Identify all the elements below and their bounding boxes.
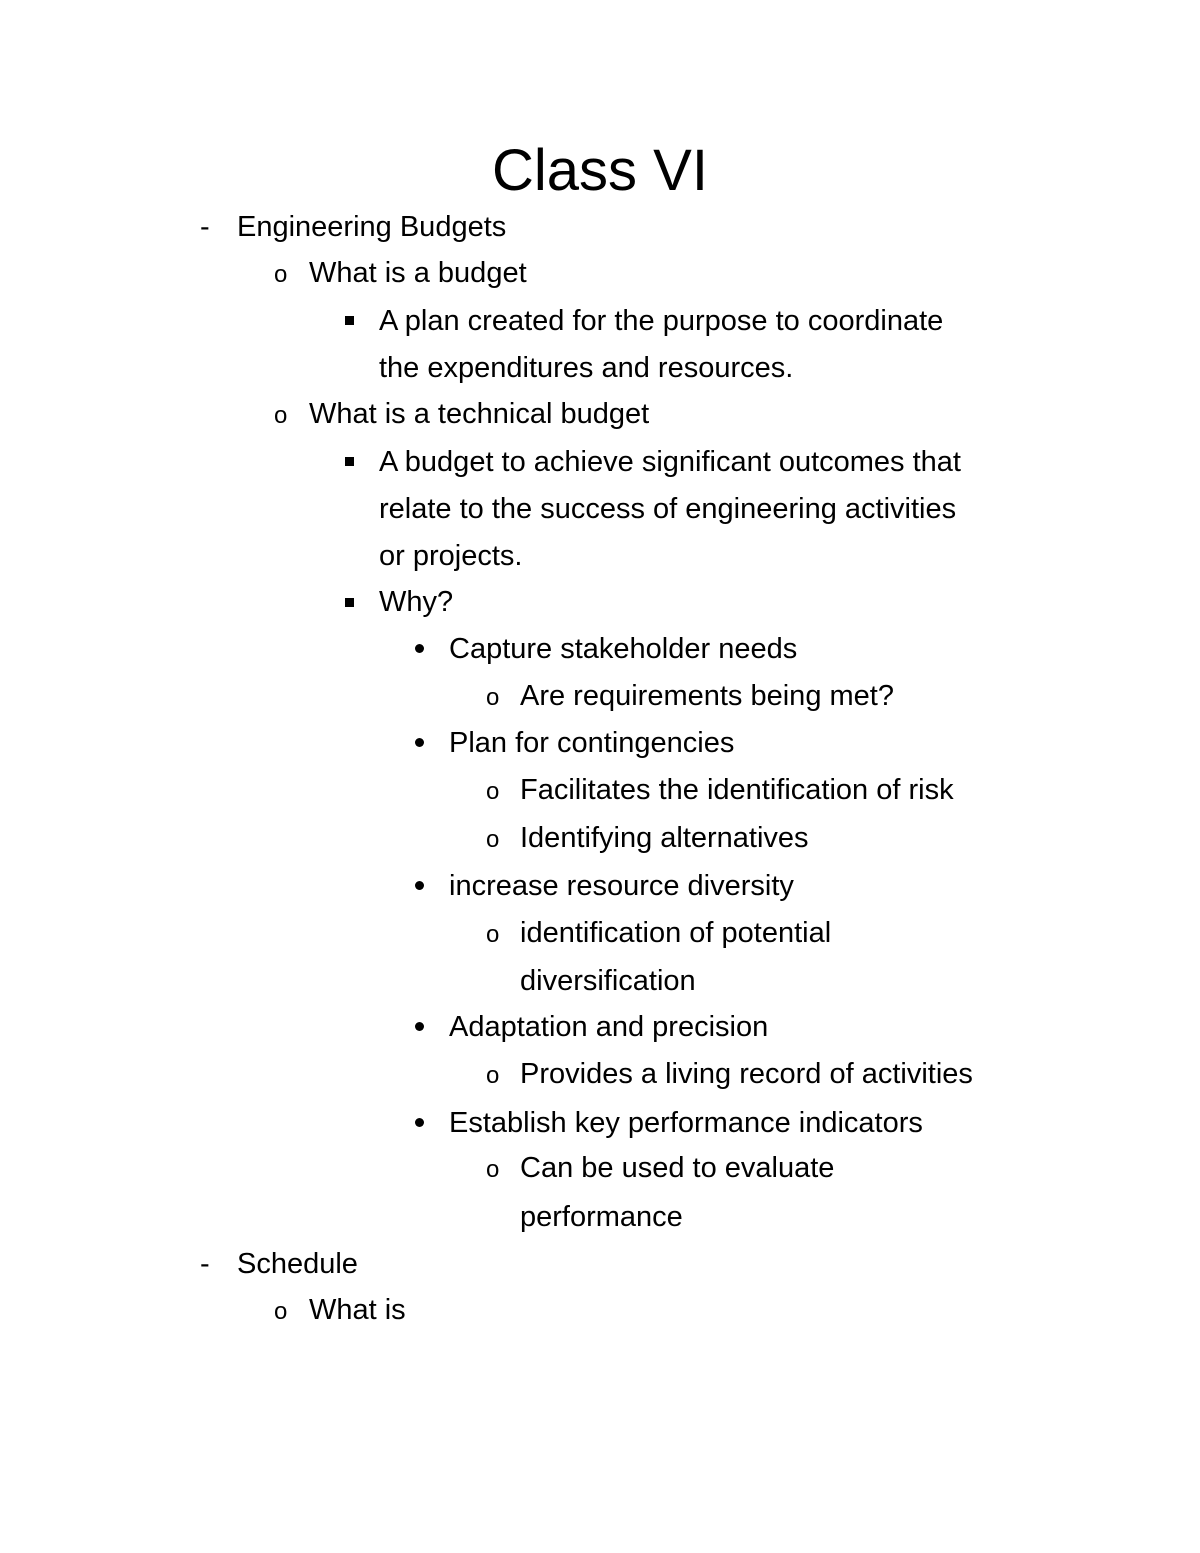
circle-bullet: o [486, 778, 500, 805]
round-bullet [415, 881, 424, 890]
reason-item: Establish key performance indicators [449, 1107, 923, 1139]
square-bullet [345, 316, 354, 325]
why-label: Why? [379, 586, 454, 618]
round-bullet [415, 1118, 424, 1127]
circle-bullet: o [486, 684, 500, 711]
reason-item: increase resource diversity [449, 870, 794, 902]
circle-bullet: o [274, 402, 288, 429]
definition-line: A plan created for the purpose to coordinate [379, 305, 944, 337]
round-bullet [415, 1022, 424, 1031]
page-title: Class VI [492, 138, 708, 203]
reason-detail: Are requirements being met? [520, 680, 894, 712]
reason-detail: Facilitates the identification of risk [520, 774, 954, 806]
round-bullet [415, 738, 424, 747]
reason-item: Adaptation and precision [449, 1011, 769, 1043]
subheading-what-is: What is [309, 1294, 406, 1326]
section-heading-engineering-budgets: Engineering Budgets [237, 211, 507, 243]
circle-bullet: o [486, 826, 500, 853]
reason-detail: Identifying alternatives [520, 822, 809, 854]
subheading-what-is-a-technical-budget: What is a technical budget [309, 398, 650, 430]
definition-line: or projects. [379, 540, 523, 572]
reason-item: Plan for contingencies [449, 727, 735, 759]
circle-bullet: o [274, 1298, 288, 1325]
reason-detail: identification of potential [520, 917, 832, 949]
reason-detail: Can be used to evaluate [520, 1152, 835, 1184]
reason-detail: Provides a living record of activities [520, 1058, 973, 1090]
dash-bullet: - [200, 211, 210, 243]
reason-detail: diversification [520, 965, 696, 997]
circle-bullet: o [274, 261, 288, 288]
circle-bullet: o [486, 921, 500, 948]
round-bullet [415, 644, 424, 653]
definition-line: the expenditures and resources. [379, 352, 794, 384]
subheading-what-is-a-budget: What is a budget [309, 257, 527, 289]
reason-item: Capture stakeholder needs [449, 633, 798, 665]
dash-bullet: - [200, 1248, 210, 1280]
square-bullet [345, 457, 354, 466]
reason-detail: performance [520, 1201, 683, 1233]
section-heading-schedule: Schedule [237, 1248, 358, 1280]
square-bullet [345, 598, 354, 607]
definition-line: A budget to achieve significant outcomes that [379, 446, 961, 478]
circle-bullet: o [486, 1062, 500, 1089]
definition-line: relate to the success of engineering activities [379, 493, 957, 525]
circle-bullet: o [486, 1156, 500, 1183]
